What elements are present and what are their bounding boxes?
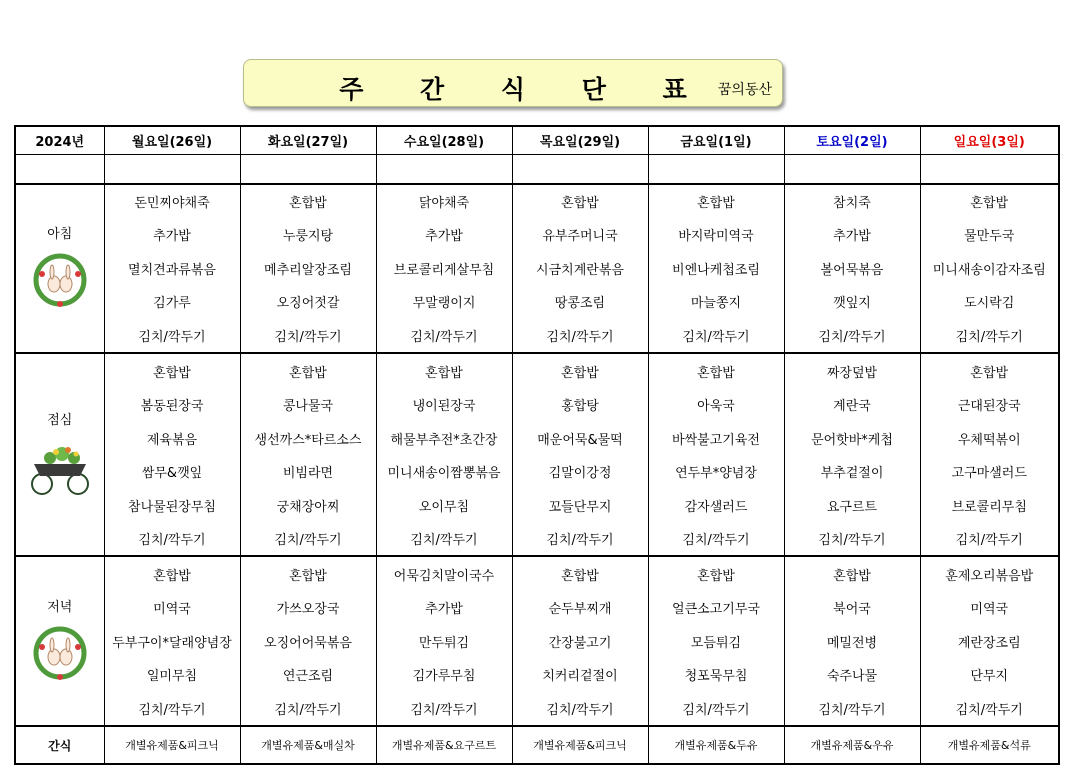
menu-row (15, 388, 1059, 422)
menu-item: 매운어묵&물떡 (512, 421, 648, 455)
day-header: 월요일(26일) (104, 126, 240, 155)
menu-item: 미니새송이감자조림 (920, 252, 1059, 286)
blank-cell (784, 155, 920, 184)
bunny-wreath-icon (30, 250, 90, 314)
menu-item: 멸치견과류볶음 (104, 252, 240, 286)
blank-cell (104, 155, 240, 184)
menu-item: 김치/깍두기 (784, 319, 920, 354)
menu-item: 김치/깍두기 (240, 522, 376, 557)
menu-item: 계란장조림 (920, 625, 1059, 659)
blank-cell (15, 155, 104, 184)
snack-item: 개별유제품&피크닉 (512, 726, 648, 764)
menu-item: 김치/깍두기 (784, 522, 920, 557)
menu-item: 미역국 (104, 591, 240, 625)
menu-item: 해물부추전*초간장 (376, 421, 512, 455)
snack-item: 개별유제품&석류 (920, 726, 1059, 764)
menu-item: 김말이강정 (512, 455, 648, 489)
menu-item: 혼합밥 (240, 353, 376, 388)
menu-item: 볼어묵볶음 (784, 252, 920, 286)
snack-item: 개별유제품&피크닉 (104, 726, 240, 764)
menu-item: 우체떡볶이 (920, 421, 1059, 455)
menu-item: 두부구이*달래양념장 (104, 625, 240, 659)
menu-item: 김치/깍두기 (376, 692, 512, 727)
meal-label-cell (15, 353, 104, 556)
menu-row (15, 184, 1059, 219)
menu-item: 간장불고기 (512, 625, 648, 659)
menu-item: 참나물된장무침 (104, 488, 240, 522)
menu-item: 순두부찌개 (512, 591, 648, 625)
meal-label: 아침 (47, 226, 73, 242)
menu-item: 마늘쫑지 (648, 285, 784, 319)
menu-item: 만두튀김 (376, 625, 512, 659)
page-title: 주 간 식 단 표 (339, 75, 711, 104)
menu-item: 무말랭이지 (376, 285, 512, 319)
blank-cell (240, 155, 376, 184)
page-subtitle: 꿈의동산 (717, 82, 772, 98)
menu-item: 근대된장국 (920, 388, 1059, 422)
menu-row (15, 591, 1059, 625)
menu-item: 치커리겉절이 (512, 658, 648, 692)
menu-item: 돈민찌야채죽 (104, 184, 240, 219)
menu-item: 오징어어묵볶음 (240, 625, 376, 659)
menu-item: 혼합밥 (512, 184, 648, 219)
menu-item: 혼합밥 (512, 353, 648, 388)
menu-item: 봄동된장국 (104, 388, 240, 422)
menu-row (15, 421, 1059, 455)
menu-item: 추가밥 (376, 591, 512, 625)
menu-row (15, 692, 1059, 727)
snack-item: 개별유제품&우유 (784, 726, 920, 764)
blank-cell (920, 155, 1059, 184)
menu-item: 김치/깍두기 (512, 522, 648, 557)
menu-item: 바지락미역국 (648, 218, 784, 252)
menu-item: 홍합탕 (512, 388, 648, 422)
menu-item: 김치/깍두기 (784, 692, 920, 727)
snack-item: 개별유제품&요구르트 (376, 726, 512, 764)
menu-item: 꼬들단무지 (512, 488, 648, 522)
day-header: 목요일(29일) (512, 126, 648, 155)
day-header: 일요일(3일) (920, 126, 1059, 155)
menu-item: 오징어젓갈 (240, 285, 376, 319)
menu-item: 어묵김치말이국수 (376, 556, 512, 591)
menu-item: 김가루 (104, 285, 240, 319)
year-cell: 2024년 (15, 126, 104, 155)
menu-item: 비빔라면 (240, 455, 376, 489)
menu-item: 북어국 (784, 591, 920, 625)
meal-label: 점심 (47, 413, 73, 429)
menu-item: 훈제오리볶음밥 (920, 556, 1059, 591)
menu-item: 고구마샐러드 (920, 455, 1059, 489)
menu-row (15, 455, 1059, 489)
meal-label-cell (15, 184, 104, 354)
menu-item: 혼합밥 (920, 184, 1059, 219)
menu-item: 유부주머니국 (512, 218, 648, 252)
blank-cell (512, 155, 648, 184)
blank-cell (376, 155, 512, 184)
menu-item: 시금치계란볶음 (512, 252, 648, 286)
weekly-menu-table (14, 125, 1060, 765)
menu-item: 김치/깍두기 (512, 692, 648, 727)
menu-item: 추가밥 (784, 218, 920, 252)
menu-item: 문어핫바*케첩 (784, 421, 920, 455)
menu-item: 혼합밥 (648, 184, 784, 219)
menu-row (15, 353, 1059, 388)
menu-item: 김치/깍두기 (376, 319, 512, 354)
menu-item: 제육볶음 (104, 421, 240, 455)
menu-item: 궁채장아찌 (240, 488, 376, 522)
menu-item: 김치/깍두기 (648, 319, 784, 354)
menu-item: 연근조림 (240, 658, 376, 692)
menu-item: 김치/깍두기 (376, 522, 512, 557)
menu-item: 추가밥 (376, 218, 512, 252)
meal-label: 저녁 (47, 599, 73, 615)
day-header: 토요일(2일) (784, 126, 920, 155)
menu-item: 바싹불고기육전 (648, 421, 784, 455)
menu-item: 혼합밥 (648, 353, 784, 388)
menu-item: 김치/깍두기 (920, 692, 1059, 727)
menu-item: 김치/깍두기 (648, 692, 784, 727)
day-header: 수요일(28일) (376, 126, 512, 155)
menu-item: 혼합밥 (376, 353, 512, 388)
menu-row (15, 658, 1059, 692)
menu-item: 메밀전병 (784, 625, 920, 659)
menu-item: 참치죽 (784, 184, 920, 219)
menu-item: 땅콩조림 (512, 285, 648, 319)
day-header: 화요일(27일) (240, 126, 376, 155)
menu-row (15, 252, 1059, 286)
menu-item: 김치/깍두기 (240, 692, 376, 727)
menu-item: 도시락김 (920, 285, 1059, 319)
menu-item: 김치/깍두기 (512, 319, 648, 354)
snack-item: 개별유제품&두유 (648, 726, 784, 764)
menu-item: 혼합밥 (104, 556, 240, 591)
menu-item: 일미무침 (104, 658, 240, 692)
menu-item: 김치/깍두기 (920, 522, 1059, 557)
menu-row (15, 285, 1059, 319)
menu-item: 김치/깍두기 (104, 522, 240, 557)
menu-item: 혼합밥 (784, 556, 920, 591)
menu-item: 브로콜리게살무침 (376, 252, 512, 286)
menu-item: 미역국 (920, 591, 1059, 625)
menu-item: 혼합밥 (240, 556, 376, 591)
menu-item: 오이무침 (376, 488, 512, 522)
menu-item: 비엔나케첩조림 (648, 252, 784, 286)
menu-item: 혼합밥 (240, 184, 376, 219)
menu-item: 짜장덮밥 (784, 353, 920, 388)
menu-item: 계란국 (784, 388, 920, 422)
flower-cart-icon (30, 436, 90, 500)
menu-item: 부추겉절이 (784, 455, 920, 489)
menu-item: 물만두국 (920, 218, 1059, 252)
menu-row (15, 625, 1059, 659)
menu-item: 김치/깍두기 (104, 319, 240, 354)
menu-item: 김치/깍두기 (104, 692, 240, 727)
menu-item: 김치/깍두기 (920, 319, 1059, 354)
blank-row (15, 155, 1059, 184)
menu-item: 숙주나물 (784, 658, 920, 692)
blank-cell (648, 155, 784, 184)
snack-row (15, 726, 1059, 764)
meal-label-cell (15, 556, 104, 726)
menu-item: 청포묵무침 (648, 658, 784, 692)
menu-item: 모듬튀김 (648, 625, 784, 659)
bunny-wreath-icon (30, 623, 90, 687)
menu-item: 혼합밥 (648, 556, 784, 591)
header-row (15, 126, 1059, 155)
menu-item: 생선까스*타르소스 (240, 421, 376, 455)
day-header: 금요일(1일) (648, 126, 784, 155)
menu-item: 혼합밥 (920, 353, 1059, 388)
snack-item: 개별유제품&매실차 (240, 726, 376, 764)
menu-row (15, 522, 1059, 557)
menu-item: 닭야채죽 (376, 184, 512, 219)
menu-item: 얼큰소고기무국 (648, 591, 784, 625)
menu-item: 깻잎지 (784, 285, 920, 319)
menu-row (15, 488, 1059, 522)
menu-item: 김치/깍두기 (648, 522, 784, 557)
menu-row (15, 319, 1059, 354)
title-banner (243, 59, 783, 107)
menu-item: 김가루무침 (376, 658, 512, 692)
menu-item: 혼합밥 (104, 353, 240, 388)
menu-item: 쌈무&깻잎 (104, 455, 240, 489)
menu-item: 냉이된장국 (376, 388, 512, 422)
menu-item: 콩나물국 (240, 388, 376, 422)
menu-item: 메추리알장조림 (240, 252, 376, 286)
menu-item: 가쓰오장국 (240, 591, 376, 625)
menu-row (15, 556, 1059, 591)
menu-item: 연두부*양념장 (648, 455, 784, 489)
menu-item: 요구르트 (784, 488, 920, 522)
menu-item: 감자샐러드 (648, 488, 784, 522)
menu-item: 누룽지탕 (240, 218, 376, 252)
menu-item: 브로콜리무침 (920, 488, 1059, 522)
menu-item: 미니새송이짬뽕볶음 (376, 455, 512, 489)
menu-item: 김치/깍두기 (240, 319, 376, 354)
menu-item: 혼합밥 (512, 556, 648, 591)
menu-item: 아욱국 (648, 388, 784, 422)
menu-item: 단무지 (920, 658, 1059, 692)
snack-label: 간식 (15, 726, 104, 764)
menu-row (15, 218, 1059, 252)
menu-item: 추가밥 (104, 218, 240, 252)
